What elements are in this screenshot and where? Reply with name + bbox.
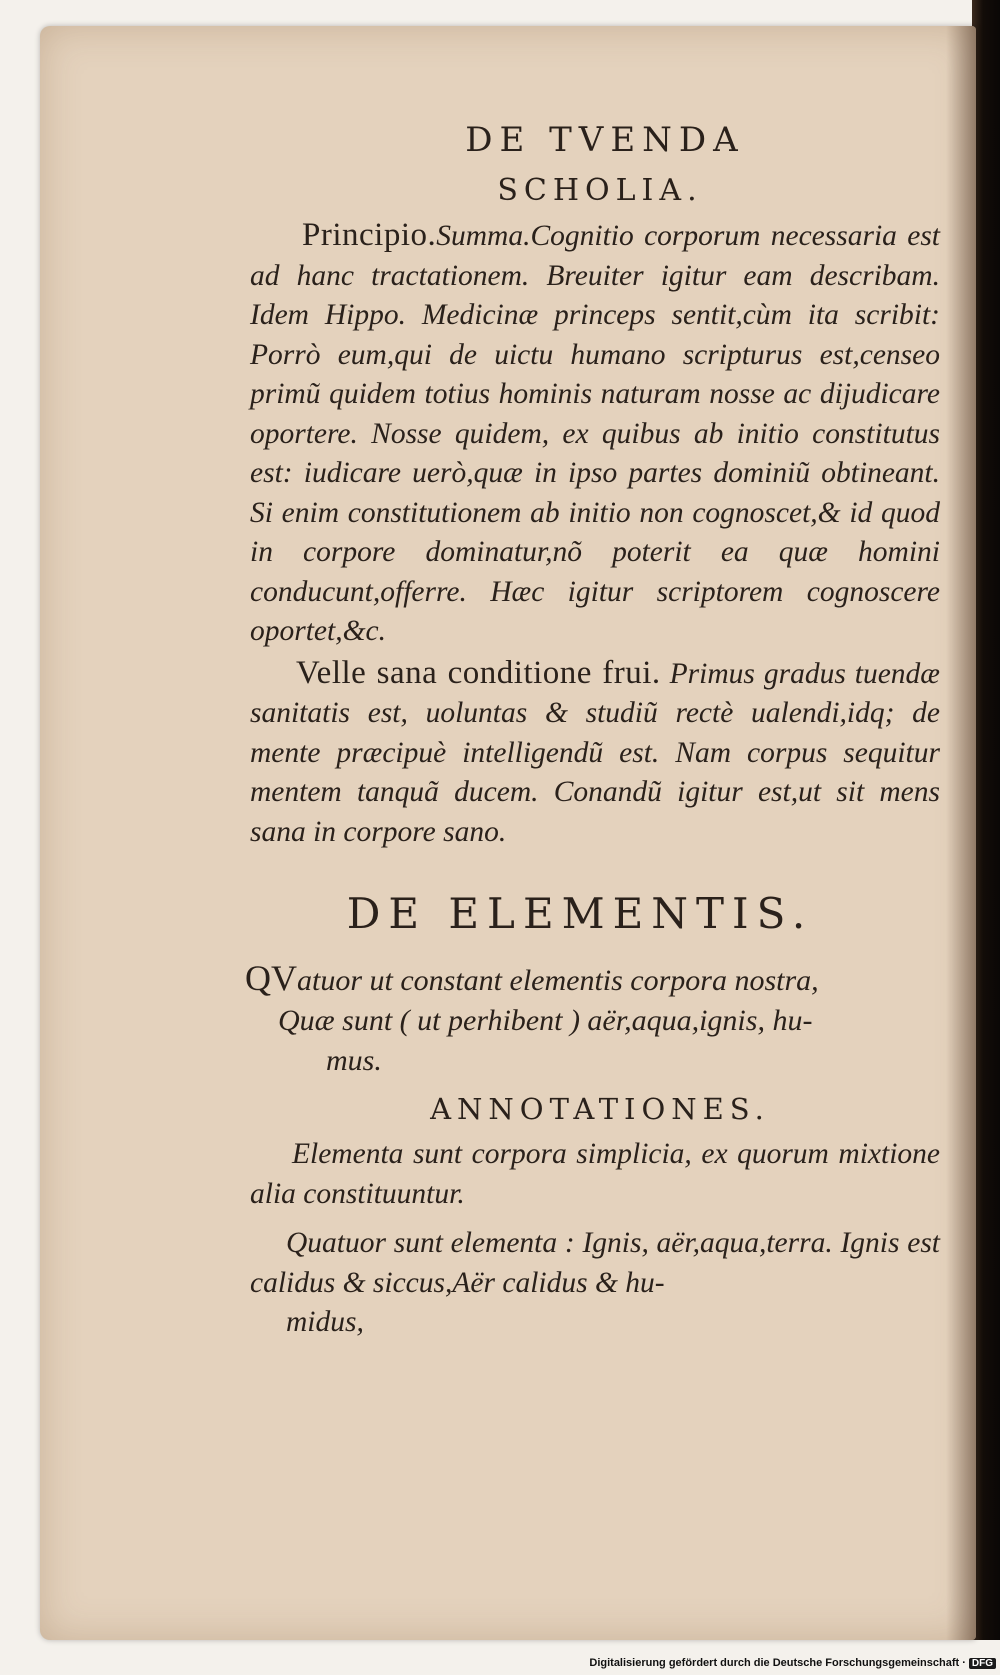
- footer-text: Digitalisierung gefördert durch die Deutsche Forschungsgemeinschaft ·: [589, 1657, 966, 1669]
- digitization-footer: [589, 1657, 996, 1669]
- paragraph-velle-text: Primus gradus tuendæ sanitatis est, uoluntas & studiũ rectè ualendi,idq; de mente præcipuè intelligendũ est. Nam corpus sequitur mentem tanquã ducem. Conandũ igitur est,ut sit mens sana in corpore sano.: [250, 657, 940, 848]
- paragraph-quatuor: [250, 1224, 940, 1343]
- text-block: [245, 114, 940, 1343]
- verse-line-2: [250, 1001, 940, 1081]
- verse: [245, 958, 940, 1081]
- verse-line-1: [245, 958, 940, 1001]
- section-heading-elementis: DE ELEMENTIS.: [346, 889, 814, 938]
- dfg-logo: DFG: [969, 1658, 996, 1669]
- lemma-velle: Velle sana conditione frui.: [296, 654, 661, 691]
- scholia-heading: SCHOLIA.: [497, 173, 703, 208]
- paragraph-velle: [250, 654, 940, 853]
- book-page: [40, 26, 976, 1640]
- verse-initial: QV: [245, 958, 297, 998]
- paragraph-elementa: Elementa sunt corpora simplicia, ex quorum mixtione alia constituuntur.: [250, 1138, 940, 1210]
- annotations-heading: ANNOTATIONES.: [430, 1092, 770, 1126]
- paragraph-quatuor-text: Quatuor sunt elementa : Ignis, aër,aqua,terra. Ignis est calidus & siccus,Aër calidus & hu-: [250, 1227, 940, 1299]
- verse-line-1-text: atuor ut constant elementis corpora nostra,: [297, 964, 819, 997]
- paragraph-principio-text: Summa.Cognitio corporum necessaria est ad hanc tractationem. Breuiter igitur eam describam. Idem Hippo. Medicinæ princeps sentit,cùm ita scribit: Porrò eum,qui de uictu humano scripturus est,censeo primũ quidem totius hominis naturam nosse ac dijudicare oportere. Nosse quidem, ex quibus ab initio constitutus est: iudicare uerò,quæ in ipso partes dominiũ obtineant. Si enim constitutionem ab initio non cognoscet,& id quod in corpore dominatur,nõ poterit ea quæ homini conducunt,offerre. Hæc igitur scriptorem cognoscere oportet,&c.: [250, 220, 940, 647]
- verse-line-2-text: Quæ sunt ( ut perhibent ) aër,aqua,ignis, hu-: [278, 1004, 813, 1037]
- book-edge: [972, 0, 1000, 1640]
- running-head: DE TVENDA: [465, 120, 745, 160]
- lemma-principio: Principio.: [302, 217, 437, 253]
- paragraph-quatuor-last-line: midus,: [286, 1306, 364, 1338]
- verse-line-2-continuation: mus.: [326, 1044, 382, 1077]
- paragraph-principio: [250, 216, 940, 652]
